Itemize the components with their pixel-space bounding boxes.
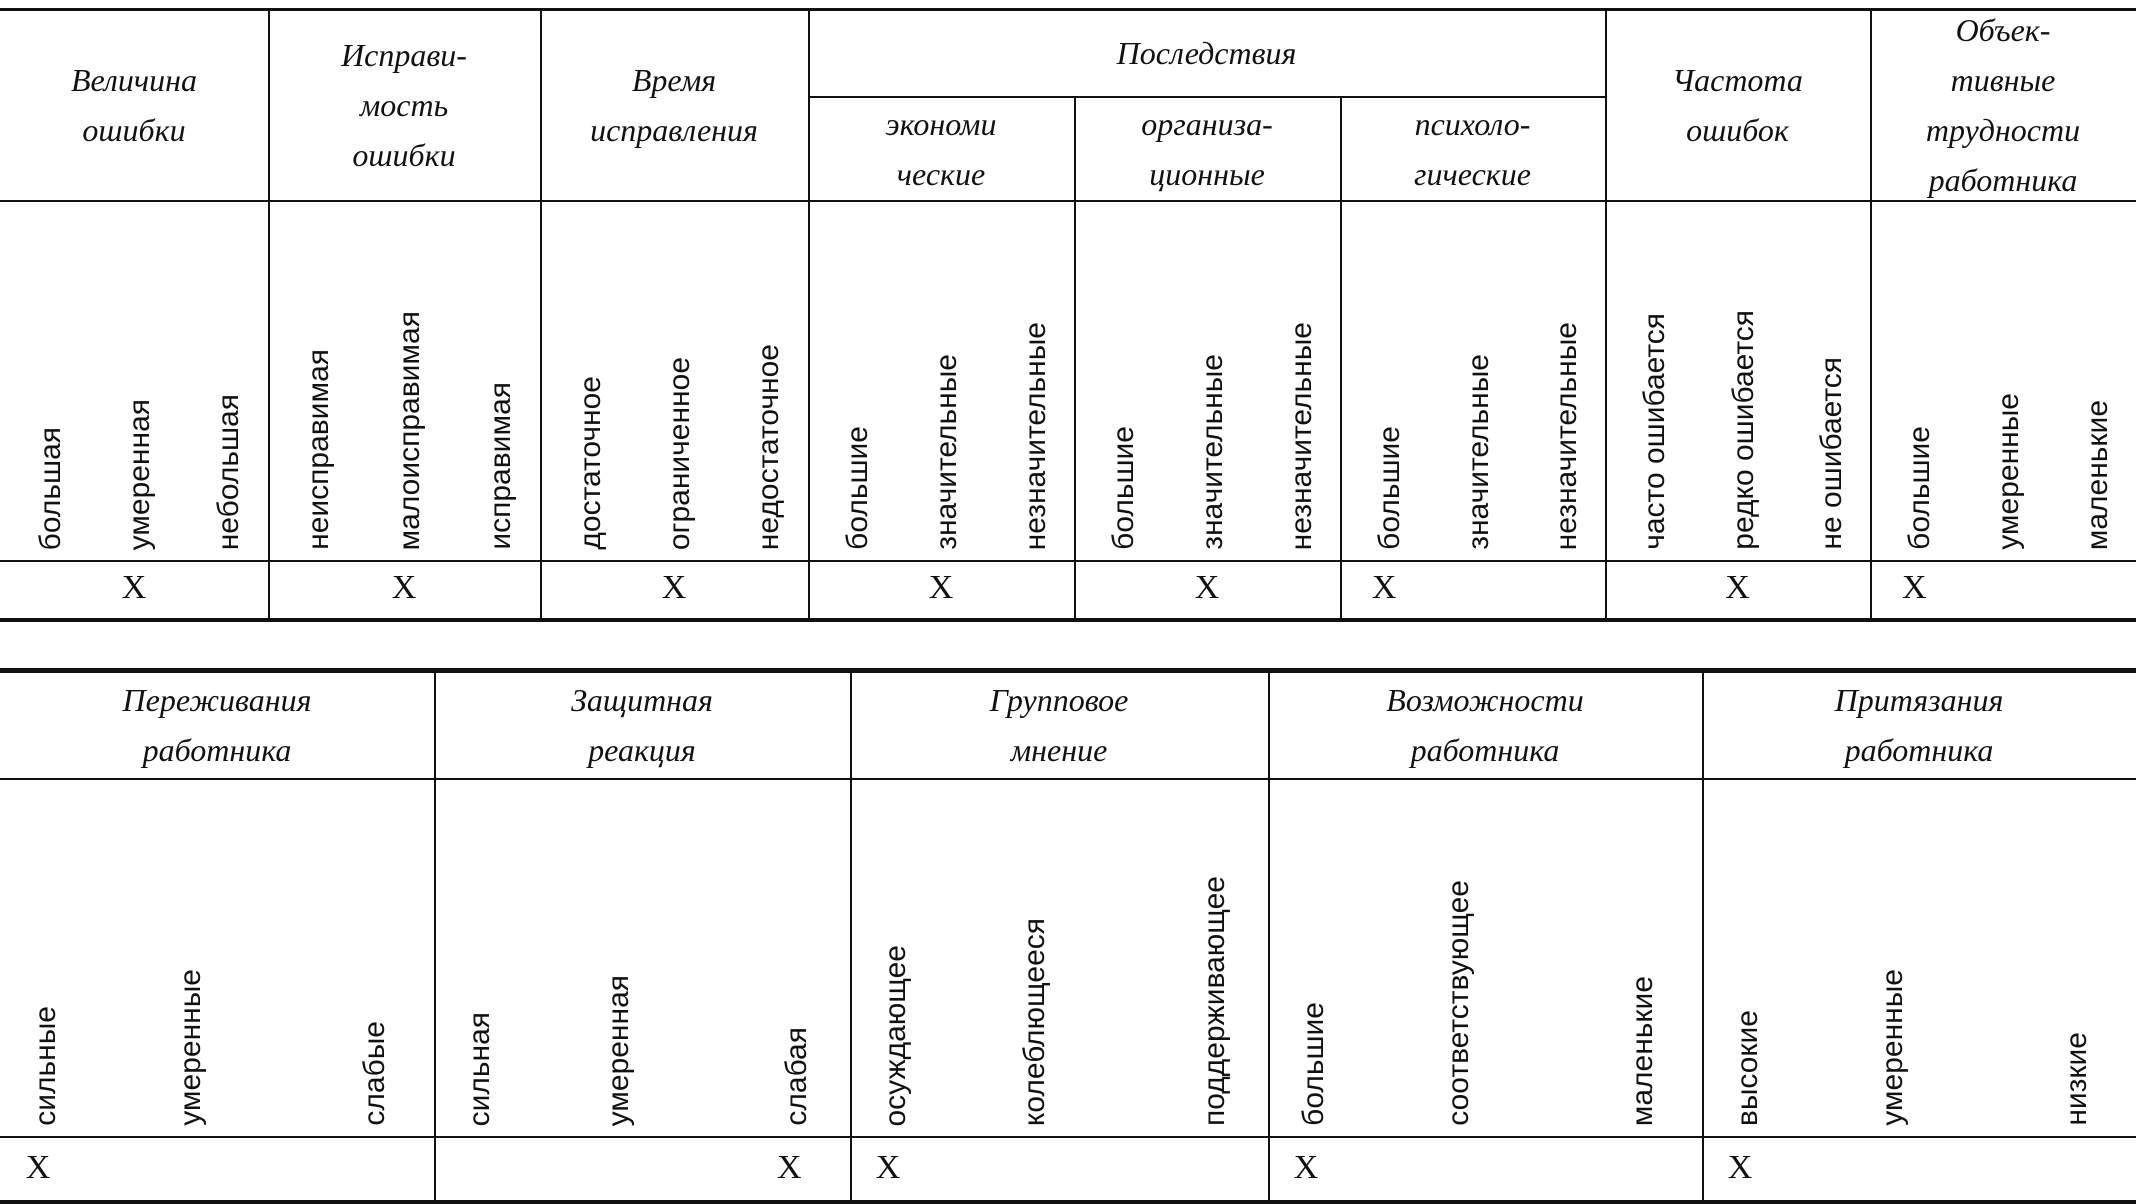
group-header: экономи ческие — [885, 106, 997, 192]
option-label: незначительные — [1018, 321, 1052, 550]
option-label: значительные — [1461, 354, 1495, 550]
header-bottom-rule — [0, 200, 2136, 202]
option-label: неисправимая — [302, 349, 336, 550]
option-label: небольшая — [212, 393, 246, 550]
group-header: Величина ошибки — [70, 62, 198, 148]
option-label: большие — [1107, 426, 1141, 550]
table-bottom-rule — [0, 1200, 2136, 1204]
option-label: слабые — [358, 1021, 392, 1126]
option-label: малоисправимая — [393, 310, 426, 550]
option-label: соответствующее — [1441, 880, 1475, 1126]
option-label: не ошибается — [1814, 357, 1848, 550]
table-bottom-rule — [0, 618, 2136, 622]
option-label: слабая — [780, 1027, 814, 1126]
option-label: колеблющееся — [1018, 917, 1052, 1126]
option-label: большие — [841, 426, 875, 550]
option-label: умеренные — [173, 969, 207, 1126]
group-header: Переживания работника — [122, 682, 312, 768]
options-bottom-rule — [0, 560, 2136, 562]
selection-mark: X — [25, 1149, 51, 1186]
option-label: достаточное — [573, 376, 607, 550]
selection-mark: X — [1194, 569, 1220, 606]
option-label: недостаточное — [752, 343, 786, 550]
group-header: Притязания работника — [1834, 682, 2004, 768]
group-header: Время исправления — [590, 62, 758, 148]
option-label: значительные — [930, 354, 963, 550]
selection-mark: X — [391, 569, 417, 606]
option-label: сильные — [29, 1006, 62, 1126]
selection-mark: X — [1371, 569, 1397, 606]
group-header: Групповое мнение — [989, 682, 1129, 768]
option-label: большие — [1903, 426, 1937, 550]
option-label: низкие — [2060, 1032, 2094, 1126]
option-label: незначительные — [1284, 321, 1318, 550]
option-label: исправимая — [483, 382, 517, 550]
option-label: значительные — [1196, 354, 1229, 550]
option-label: умеренная — [123, 398, 156, 550]
option-label: умеренные — [1875, 969, 1909, 1126]
selection-mark: X — [1293, 1149, 1319, 1186]
selection-mark: X — [777, 1149, 802, 1186]
option-label: редко ошибается — [1726, 310, 1760, 550]
option-label: маленькие — [2080, 399, 2114, 550]
option-label: большая — [33, 426, 67, 550]
selection-mark: X — [1725, 569, 1750, 606]
option-label: ограниченное — [663, 356, 696, 550]
option-label: большие — [1297, 1002, 1330, 1126]
group-header: Исправи- мость ошибки — [341, 37, 467, 173]
selection-mark: X — [928, 569, 954, 606]
consequences-header: Последствия — [1116, 35, 1297, 71]
selection-mark: X — [661, 569, 687, 606]
option-label: высокие — [1731, 1009, 1764, 1126]
group-header: психоло- гические — [1414, 106, 1531, 192]
option-label: незначительные — [1549, 321, 1583, 550]
group-header: организа- ционные — [1141, 106, 1273, 192]
group-header: Возможности работника — [1386, 682, 1584, 768]
group-header: Объек- тивные трудности работника — [1925, 12, 2081, 198]
group-header: Защитная реакция — [571, 682, 713, 768]
header-bottom-rule — [0, 778, 2136, 780]
selection-mark: X — [1902, 569, 1927, 606]
option-label: поддерживающее — [1197, 876, 1231, 1126]
option-label: маленькие — [1626, 975, 1660, 1126]
selection-mark: X — [121, 569, 147, 606]
option-label: часто ошибается — [1638, 313, 1672, 550]
selection-mark: X — [875, 1149, 901, 1186]
worker-reaction-table — [0, 668, 2136, 1204]
selection-mark: X — [1727, 1149, 1753, 1186]
group-header: Частота ошибок — [1672, 62, 1803, 148]
option-label: осуждающее — [879, 944, 912, 1126]
option-label: большие — [1373, 426, 1407, 550]
options-bottom-rule — [0, 1136, 2136, 1138]
option-label: умеренная — [601, 974, 635, 1126]
option-label: сильная — [463, 1011, 496, 1126]
option-label: умеренные — [1992, 393, 2025, 550]
